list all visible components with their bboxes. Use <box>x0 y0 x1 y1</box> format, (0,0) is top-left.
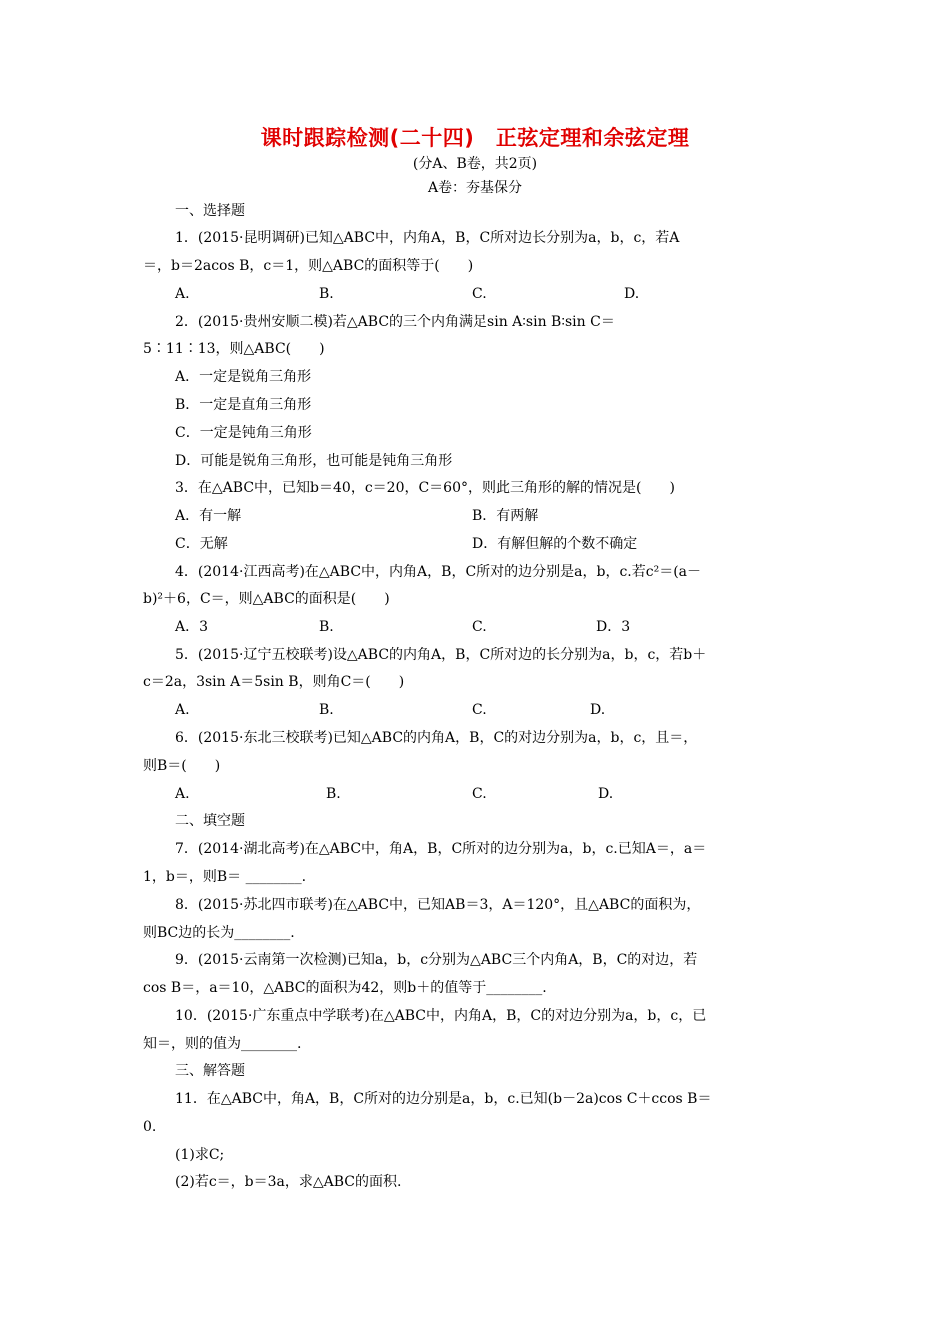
q4-option-a: A．3 <box>175 619 209 635</box>
q2-option-b: B．一定是直角三角形 <box>175 397 312 413</box>
q11-part1: (1)求C; <box>175 1147 225 1163</box>
q8-line2: 则BC边的长为________. <box>143 925 295 941</box>
q10-line1: 10．(2015·广东重点中学联考)在△ABC中，内角A，B，C的对边分别为a，b，c，已 <box>175 1008 707 1024</box>
q9-line2: cos B＝，a＝10，△ABC的面积为42，则b＋的值等于________. <box>143 980 547 996</box>
q6-option-a: A. <box>175 786 190 802</box>
q3-option-b: B．有两解 <box>472 508 539 524</box>
q8-line1: 8．(2015·苏北四市联考)在△ABC中，已知AB＝3，A＝120°，且△ABC的面积为， <box>175 897 701 913</box>
q6-line2: 则B＝( ) <box>143 758 221 774</box>
section-heading-choice: 一、选择题 <box>175 203 245 219</box>
section-heading-answer: 三、解答题 <box>175 1063 245 1079</box>
q3-option-c: C．无解 <box>175 536 228 552</box>
q1-option-c: C. <box>472 286 487 302</box>
page-subtitle: (分A、B卷，共2页) <box>412 156 538 172</box>
q3-option-d: D．有解但解的个数不确定 <box>472 536 638 552</box>
q2-option-c: C．一定是钝角三角形 <box>175 425 312 441</box>
q2-line2: 5∶11∶13，则△ABC( ) <box>143 341 325 357</box>
q4-line2: b)²＋6，C＝，则△ABC的面积是( ) <box>143 591 390 607</box>
volume-heading: A卷：夯基保分 <box>427 180 523 196</box>
q10-line2: 知＝，则的值为________. <box>143 1036 302 1052</box>
q1-option-d: D. <box>624 286 640 302</box>
q1-line1: 1．(2015·昆明调研)已知△ABC中，内角A，B，C所对边长分别为a，b，c，若A <box>175 230 680 246</box>
q2-option-d: D．可能是锐角三角形，也可能是钝角三角形 <box>175 453 453 469</box>
q6-option-c: C. <box>472 786 487 802</box>
q11-line1: 11．在△ABC中，角A，B，C所对的边分别是a，b，c.已知(b－2a)cos C＋ccos B＝ <box>175 1091 712 1107</box>
q5-line2: c＝2a，3sin A＝5sin B，则角C＝( ) <box>143 674 405 690</box>
q5-option-c: C. <box>472 702 487 718</box>
q4-option-c: C. <box>472 619 487 635</box>
q7-line1: 7．(2014·湖北高考)在△ABC中，角A，B，C所对的边分别为a，b，c.已知A＝，a＝ <box>175 841 707 857</box>
q11-line2: 0. <box>143 1119 157 1135</box>
page-title: 课时跟踪检测(二十四) 正弦定理和余弦定理 <box>260 126 690 150</box>
q1-line2: ＝，b＝2acos B，c＝1，则△ABC的面积等于( ) <box>143 258 474 274</box>
q3-line1: 3．在△ABC中，已知b＝40，c＝20，C＝60°，则此三角形的解的情况是( ) <box>175 480 675 496</box>
q11-part2: (2)若c＝，b＝3a，求△ABC的面积. <box>175 1174 402 1190</box>
q4-line1: 4．(2014·江西高考)在△ABC中，内角A，B，C所对的边分别是a，b，c.若c²＝(a－ <box>175 564 702 580</box>
section-heading-fill: 二、填空题 <box>175 813 245 829</box>
q5-option-d: D. <box>590 702 606 718</box>
q5-option-b: B. <box>319 702 334 718</box>
q5-line1: 5．(2015·辽宁五校联考)设△ABC的内角A，B，C所对边的长分别为a，b，c，若b＋ <box>175 647 707 663</box>
q6-line1: 6．(2015·东北三校联考)已知△ABC的内角A，B，C的对边分别为a，b，c，且＝， <box>175 730 698 746</box>
q1-option-b: B. <box>319 286 334 302</box>
q2-line1: 2．(2015·贵州安顺二模)若△ABC的三个内角满足sin A∶sin B∶sin C＝ <box>175 314 615 330</box>
q4-option-d: D．3 <box>596 619 631 635</box>
q9-line1: 9．(2015·云南第一次检测)已知a，b，c分别为△ABC三个内角A，B，C的对边，若 <box>175 952 698 968</box>
q5-option-a: A. <box>175 702 190 718</box>
q6-option-d: D. <box>598 786 614 802</box>
q4-option-b: B. <box>319 619 334 635</box>
q6-option-b: B. <box>326 786 341 802</box>
q7-line2: 1，b＝，则B＝ ________. <box>143 869 307 885</box>
q3-option-a: A．有一解 <box>175 508 242 524</box>
q1-option-a: A. <box>175 286 190 302</box>
q2-option-a: A．一定是锐角三角形 <box>175 369 312 385</box>
